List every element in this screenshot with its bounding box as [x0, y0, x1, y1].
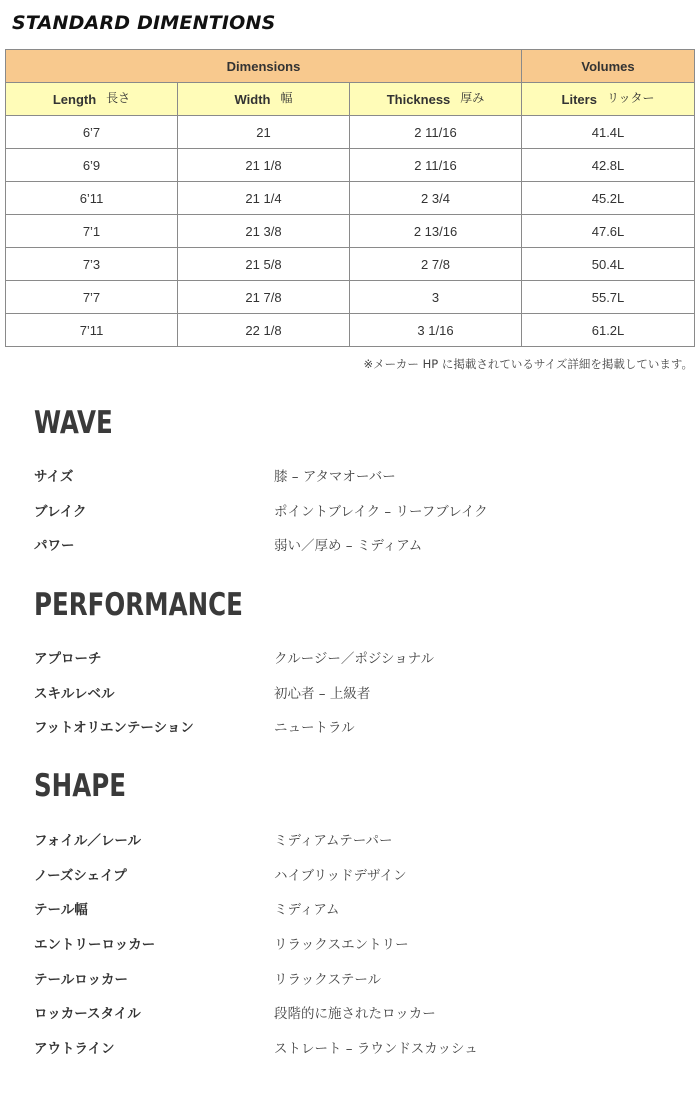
column-header-liters-ja: リッター — [606, 90, 655, 105]
page-title: STANDARD DIMENTIONS — [12, 12, 276, 34]
spec-value: 初心者 – 上級者 — [274, 685, 371, 702]
spec-value: ミディアムテーパー — [274, 833, 393, 849]
cell-width: 21 7/8 — [178, 281, 350, 314]
spec-key: スキルレベル — [34, 685, 115, 702]
cell-liters: 41.4L — [522, 116, 695, 149]
column-header-width-ja: 幅 — [280, 90, 293, 105]
cell-width: 21 1/8 — [178, 149, 350, 182]
spec-key: アプローチ — [34, 651, 102, 667]
list-item — [34, 465, 674, 500]
cell-width: 21 — [178, 116, 350, 149]
column-header-liters-en: Liters — [561, 91, 597, 107]
wave-spec-list — [34, 465, 674, 569]
list-item — [34, 1037, 674, 1072]
table-row — [6, 182, 695, 215]
column-header-thickness-en: Thickness — [386, 91, 451, 107]
column-header-length — [6, 83, 178, 116]
spec-value: ニュートラル — [274, 720, 355, 737]
spec-value: クルージー／ポジショナル — [274, 651, 435, 667]
cell-liters: 42.8L — [522, 149, 695, 182]
table-row — [6, 149, 695, 182]
cell-width: 21 3/8 — [178, 215, 350, 248]
spec-key: サイズ — [34, 469, 74, 485]
spec-value: 段階的に施されたロッカー — [274, 1006, 436, 1023]
spec-key: アウトライン — [34, 1041, 115, 1058]
cell-thickness: 2 13/16 — [350, 215, 522, 248]
spec-value: 膝 – アタマオーバー — [274, 469, 396, 485]
list-item — [34, 933, 674, 968]
shape-spec-list — [34, 829, 674, 1072]
cell-length: 6’7 — [6, 116, 178, 149]
table-row — [6, 281, 695, 314]
cell-length: 7’7 — [6, 281, 178, 314]
cell-liters: 61.2L — [522, 314, 695, 347]
list-item — [34, 829, 674, 864]
spec-value: リラックステール — [274, 971, 382, 988]
cell-liters: 55.7L — [522, 281, 695, 314]
group-header-dimensions: Dimensions — [6, 50, 522, 83]
list-item — [34, 864, 674, 899]
column-header-width — [178, 83, 350, 116]
column-header-width-en: Width — [234, 91, 271, 107]
list-item — [34, 968, 674, 1003]
spec-key: テールロッカー — [34, 971, 128, 988]
cell-length: 6’9 — [6, 149, 178, 182]
column-header-length-ja: 長さ — [106, 90, 131, 105]
list-item — [34, 1002, 674, 1037]
cell-width: 22 1/8 — [178, 314, 350, 347]
spec-key: エントリーロッカー — [34, 937, 156, 954]
section-title-wave: WAVE — [34, 405, 113, 441]
performance-spec-list — [34, 647, 674, 751]
spec-value: ハイブリッドデザイン — [274, 867, 407, 884]
list-item — [34, 898, 674, 933]
section-title-performance: PERFORMANCE — [34, 587, 243, 623]
group-header-volumes: Volumes — [522, 50, 695, 83]
table-row — [6, 248, 695, 281]
spec-value: 弱い／厚め – ミディアム — [274, 538, 423, 555]
table-column-header-row — [6, 83, 695, 116]
cell-width: 21 1/4 — [178, 182, 350, 215]
column-header-liters — [522, 83, 695, 116]
cell-liters: 47.6L — [522, 215, 695, 248]
table-row — [6, 116, 695, 149]
spec-value: ミディアム — [274, 902, 340, 919]
spec-value: ポイントブレイク – リーフブレイク — [274, 503, 488, 520]
cell-length: 7’1 — [6, 215, 178, 248]
list-item — [34, 534, 674, 569]
cell-thickness: 3 1/16 — [350, 314, 522, 347]
spec-value: ストレート – ラウンドスカッシュ — [274, 1041, 478, 1058]
column-header-thickness — [350, 83, 522, 116]
cell-thickness: 3 — [350, 281, 522, 314]
list-item — [34, 500, 674, 535]
cell-thickness: 2 3/4 — [350, 182, 522, 215]
spec-key: テール幅 — [34, 902, 88, 919]
cell-length: 6’11 — [6, 182, 178, 215]
spec-value: リラックスエントリー — [274, 937, 409, 954]
source-note: ※メーカー HP に掲載されているサイズ詳細を掲載しています。 — [363, 357, 693, 371]
spec-key: ノーズシェイプ — [34, 867, 127, 884]
spec-key: フォイル／レール — [34, 833, 142, 849]
cell-length: 7’3 — [6, 248, 178, 281]
cell-width: 21 5/8 — [178, 248, 350, 281]
spec-key: パワー — [34, 538, 75, 555]
cell-thickness: 2 7/8 — [350, 248, 522, 281]
cell-length: 7’11 — [6, 314, 178, 347]
column-header-thickness-ja: 厚み — [460, 90, 485, 105]
table-row — [6, 314, 695, 347]
dimensions-table — [5, 49, 695, 347]
section-title-shape: SHAPE — [34, 768, 126, 804]
spec-key: ロッカースタイル — [34, 1006, 141, 1023]
spec-key: ブレイク — [34, 503, 87, 520]
cell-thickness: 2 11/16 — [350, 149, 522, 182]
list-item — [34, 716, 674, 751]
cell-liters: 50.4L — [522, 248, 695, 281]
cell-liters: 45.2L — [522, 182, 695, 215]
column-header-length-en: Length — [52, 91, 97, 107]
table-row — [6, 215, 695, 248]
list-item — [34, 647, 674, 682]
spec-key: フットオリエンテーション — [34, 720, 194, 737]
cell-thickness: 2 11/16 — [350, 116, 522, 149]
list-item — [34, 682, 674, 717]
table-group-header-row — [6, 50, 695, 83]
